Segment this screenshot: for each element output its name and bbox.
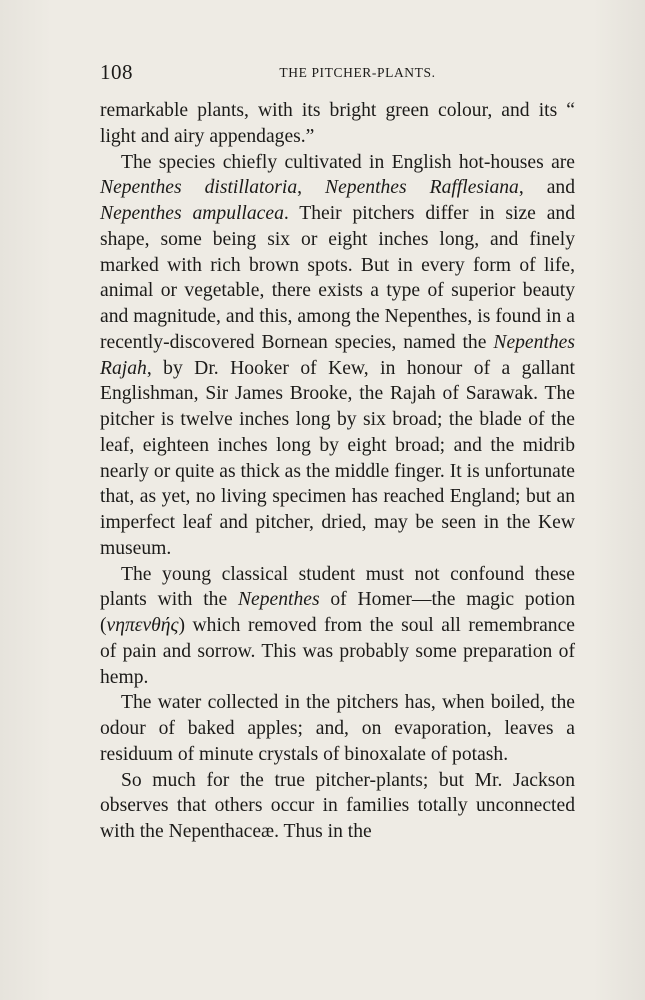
running-title: THE PITCHER-PLANTS. bbox=[279, 65, 436, 80]
paragraph-text: The species chiefly cultivated in English hot-houses are bbox=[121, 151, 575, 173]
paragraph-text: remarkable plants, with its bright green colour, and its “ light and airy appendages.” bbox=[100, 100, 575, 147]
page-header bbox=[100, 60, 575, 88]
paragraph-text: ) which removed from the soul all remembrance of pain and sorrow. This was probably some preparation of hemp. bbox=[100, 615, 575, 688]
species-name: Nepenthes ampullacea bbox=[100, 203, 284, 224]
body-text bbox=[100, 98, 575, 845]
page-number: 108 bbox=[100, 60, 133, 84]
paragraph-text: , bbox=[297, 177, 326, 199]
species-name: Nepenthes distillatoria bbox=[100, 177, 298, 199]
species-name: Nepenthes Rajah bbox=[100, 331, 575, 379]
paragraph-text: of Homer—the magic potion ( bbox=[100, 589, 575, 636]
paragraph-text: . Their pitchers differ in size and shape, some being six or eight inches long, and finely marked with rich brown spots. But in every form of life, animal or vegetable, there exists a type of superior beauty and magnitude, and this, among the Nepenthes, is found in a recently-discovered Bornean species, named the bbox=[100, 203, 576, 353]
paragraph-text: The young classical student must not confound these plants with the bbox=[100, 563, 575, 611]
paragraph-text: The water collected in the pitchers has, when boiled, the odour of baked apples; and, on evaporation, leaves a residuum of minute crystals of binoxalate of potash. bbox=[100, 692, 575, 765]
paragraph-water bbox=[100, 690, 575, 767]
paragraph-text: , and bbox=[518, 177, 576, 199]
italic-term: Nepenthes bbox=[237, 589, 320, 611]
paragraph-continued bbox=[100, 98, 575, 150]
paragraph-text: So much for the true pitcher-plants; but Mr. Jackson observes that others occur in families totally unconnected with the Nepenthaceæ. Thus in the bbox=[100, 769, 575, 842]
paragraph-species bbox=[100, 150, 575, 562]
paragraph-homer bbox=[100, 562, 575, 691]
greek-word: νηπενθής bbox=[106, 615, 179, 636]
species-name: Nepenthes Rafflesiana bbox=[325, 177, 519, 199]
paragraph-text: , by Dr. Hooker of Kew, in honour of a gallant Englishman, Sir James Brooke, the Rajah of Sarawak. The pitcher is twelve inches long by six broad; the blade of the leaf, eighteen inches long by eight broad; and the midrib nearly or quite as thick as the middle finger. It is unfortunate that, as yet, no living specimen has reached England; but an imperfect leaf and pitcher, dried, may be seen in the Kew museum. bbox=[100, 357, 575, 559]
paragraph-jackson bbox=[100, 768, 575, 845]
